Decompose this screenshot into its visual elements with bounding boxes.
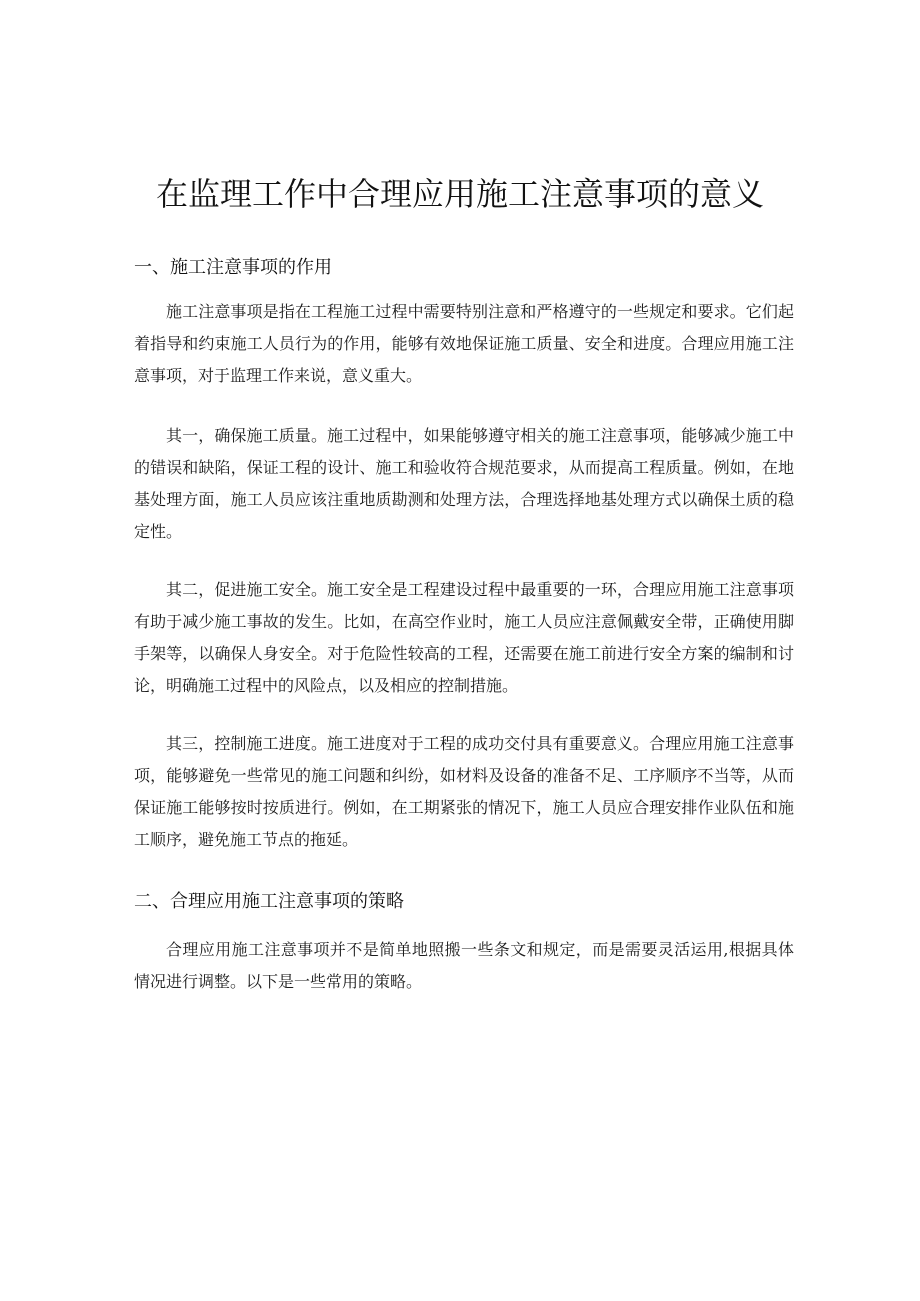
paragraph-quality: 其一，确保施工质量。施工过程中，如果能够遵守相关的施工注意事项，能够减少施工中的错误和缺陷，保证工程的设计、施工和验收符合规范要求，从而提高工程质量。例如，在地基处理方面，施工人员应该注重地质勘测和处理方法，合理选择地基处理方式以确保土质的稳定性。	[134, 426, 794, 541]
paragraph-definition: 施工注意事项是指在工程施工过程中需要特别注意和严格遵守的一些规定和要求。它们起着指导和约束施工人员行为的作用，能够有效地保证施工质量、安全和进度。合理应用施工注意事项，对于监理工作来说，意义重大。	[134, 302, 794, 385]
paragraph-strategy-intro: 合理应用施工注意事项并不是简单地照搬一些条文和规定，而是需要灵活运用,根据具体情况进行调整。以下是一些常用的策略。	[134, 940, 794, 991]
section-heading-role: 一、施工注意事项的作用	[134, 257, 332, 278]
section-heading-strategy: 二、合理应用施工注意事项的策略	[134, 891, 404, 912]
document-title: 在监理工作中合理应用施工注意事项的意义	[155, 175, 764, 213]
paragraph-schedule: 其三，控制施工进度。施工进度对于工程的成功交付具有重要意义。合理应用施工注意事项，能够避免一些常见的施工问题和纠纷，如材料及设备的准备不足、工序顺序不当等，从而保证施工能够按时按质进行。例如，在工期紧张的情况下，施工人员应合理安排作业队伍和施工顺序，避免施工节点的拖延。	[134, 734, 794, 849]
paragraph-safety: 其二，促进施工安全。施工安全是工程建设过程中最重要的一环，合理应用施工注意事项有助于减少施工事故的发生。比如，在高空作业时，施工人员应注意佩戴安全带，正确使用脚手架等，以确保人身安全。对于危险性较高的工程，还需要在施工前进行安全方案的编制和讨论，明确施工过程中的风险点，以及相应的控制措施。	[134, 580, 794, 695]
